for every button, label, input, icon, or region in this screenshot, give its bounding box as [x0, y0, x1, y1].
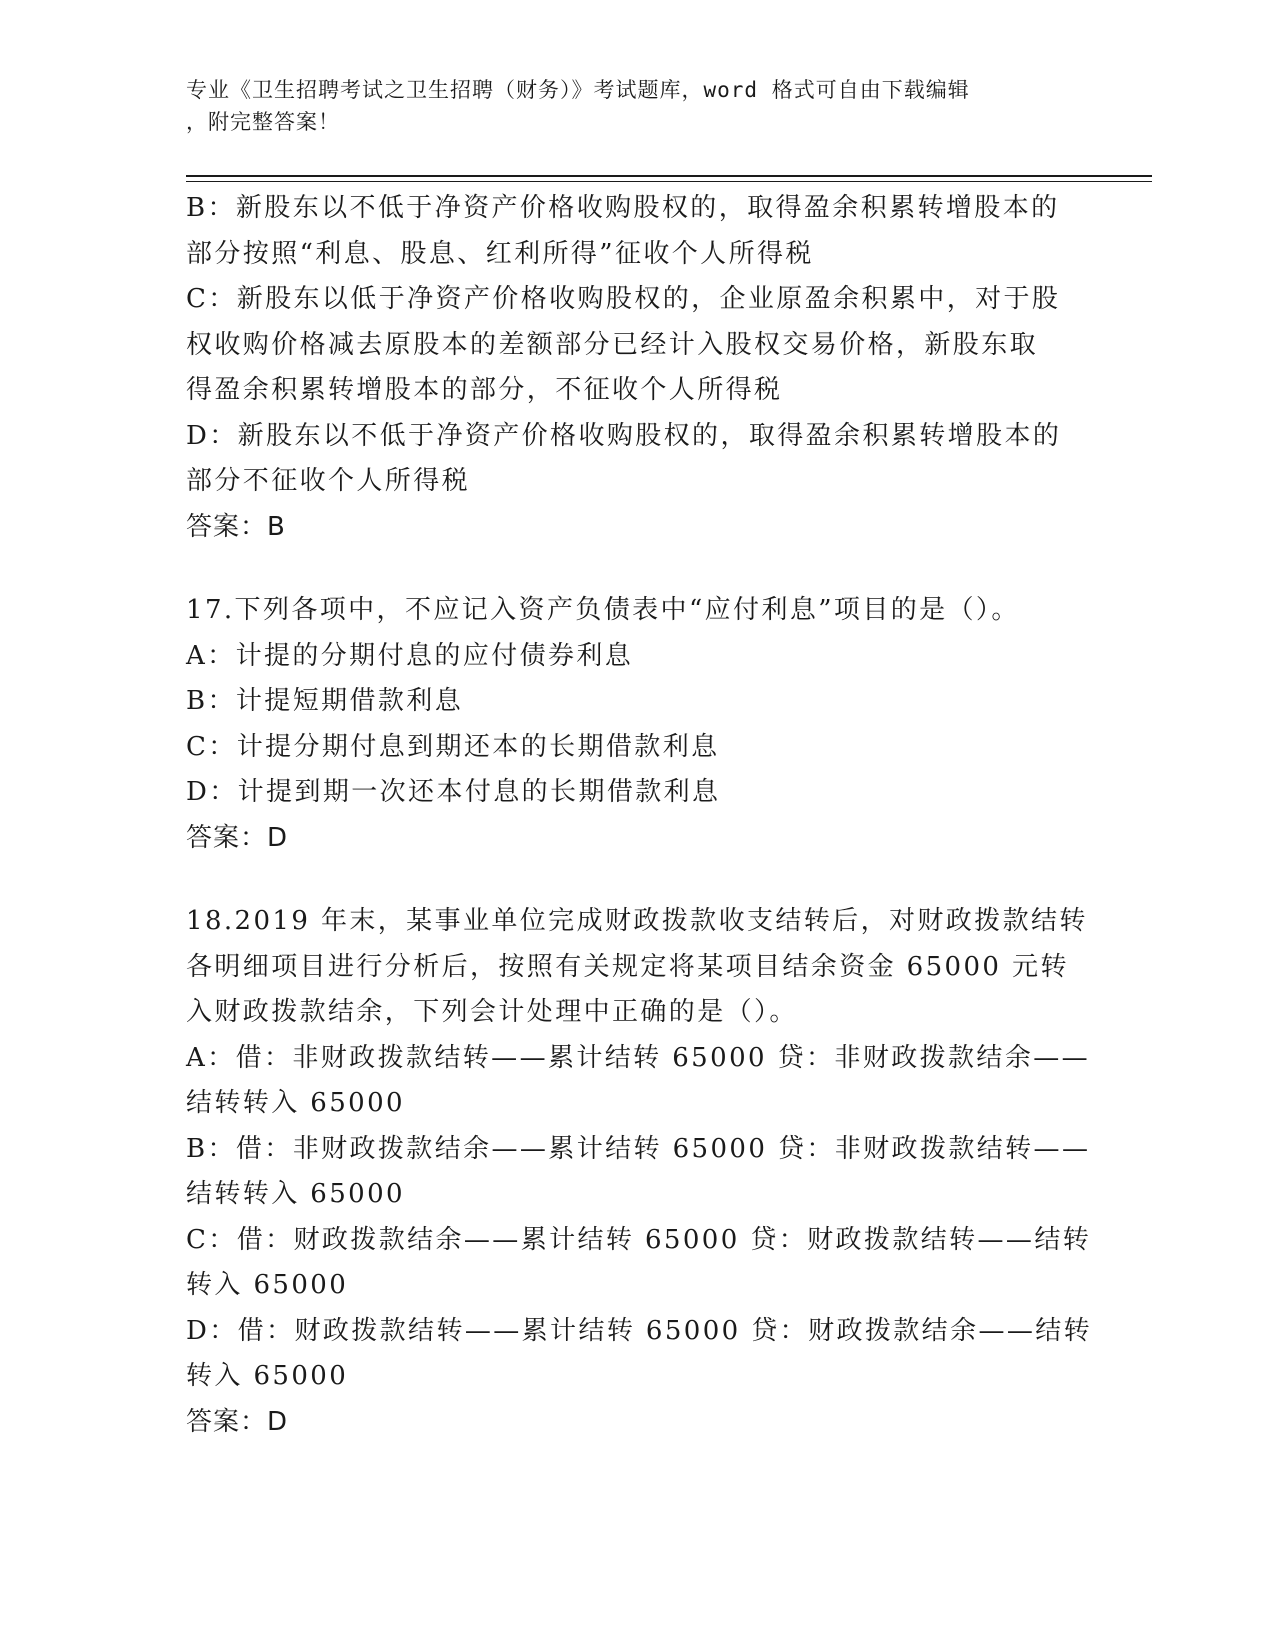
q16-answer: 答案：B	[186, 511, 286, 542]
q18-option-a-line-2: 结转转入 65000	[186, 1088, 405, 1118]
q17-answer: 答案：D	[186, 822, 289, 853]
q16-option-d-line-2: 部分不征收个人所得税	[186, 466, 471, 496]
q16-option-c-line-3: 得盈余积累转增股本的部分，不征收个人所得税	[186, 375, 783, 405]
q16-option-c-line-2: 权收购价格减去原股本的差额部分已经计入股权交易价格，新股东取	[186, 329, 1039, 360]
question-18-block	[186, 899, 1093, 1445]
q18-question-line-1: 18.2019 年末，某事业单位完成财政拨款收支结转后，对财政拨款结转	[186, 906, 1088, 936]
q18-question-line-2: 各明细项目进行分析后，按照有关规定将某项目结余资金 65000 元转	[186, 951, 1069, 982]
header-divider-thick	[186, 175, 1152, 177]
q18-option-c-line-1: C：借：财政拨款结余——累计结转 65000 贷：财政拨款结转——结转	[186, 1224, 1092, 1255]
q18-option-c-line-2: 转入 65000	[186, 1270, 349, 1300]
q18-question-line-3: 入财政拨款结余，下列会计处理中正确的是（）。	[186, 997, 798, 1027]
document-header	[186, 74, 1066, 138]
q16-option-b-line-1: B：新股东以不低于净资产价格收购股权的，取得盈余积累转增股本的	[186, 193, 1060, 223]
header-divider-thin	[186, 181, 1152, 182]
header-line-2: ，附完整答案！	[186, 110, 340, 134]
spacer	[186, 550, 1086, 588]
question-16-block	[186, 186, 1086, 550]
q16-option-b-line-2: 部分按照“利息、股息、红利所得”征收个人所得税	[186, 238, 814, 269]
q18-option-b-line-1: B：借：非财政拨款结余——累计结转 65000 贷：非财政拨款结转——	[186, 1133, 1091, 1164]
q16-option-d-line-1: D：新股东以不低于净资产价格收购股权的，取得盈余积累转增股本的	[186, 420, 1062, 451]
q16-option-c-line-1: C：新股东以低于净资产价格收购股权的，企业原盈余积累中，对于股	[186, 284, 1061, 314]
q17-question: 17.下列各项中，不应记入资产负债表中“应付利息”项目的是（）。	[186, 595, 1020, 625]
q17-option-d: D：计提到期一次还本付息的长期借款利息	[186, 777, 721, 807]
q17-option-b: B：计提短期借款利息	[186, 686, 464, 716]
spacer	[186, 861, 1086, 899]
q18-option-d-line-1: D：借：财政拨款结转——累计结转 65000 贷：财政拨款结余——结转	[186, 1315, 1093, 1346]
header-line-1: 专业《卫生招聘考试之卫生招聘（财务）》考试题库，word 格式可自由下载编辑	[186, 78, 970, 102]
q18-option-a-line-1: A：借：非财政拨款结转——累计结转 65000 贷：非财政拨款结余——	[186, 1042, 1091, 1073]
q18-answer: 答案：D	[186, 1406, 289, 1437]
q17-option-a: A：计提的分期付息的应付债券利息	[186, 640, 634, 671]
q18-option-d-line-2: 转入 65000	[186, 1361, 349, 1391]
q17-option-c: C：计提分期付息到期还本的长期借款利息	[186, 731, 720, 762]
q18-option-b-line-2: 结转转入 65000	[186, 1179, 405, 1209]
question-17-block	[186, 588, 1086, 861]
document-body	[186, 186, 1093, 1445]
